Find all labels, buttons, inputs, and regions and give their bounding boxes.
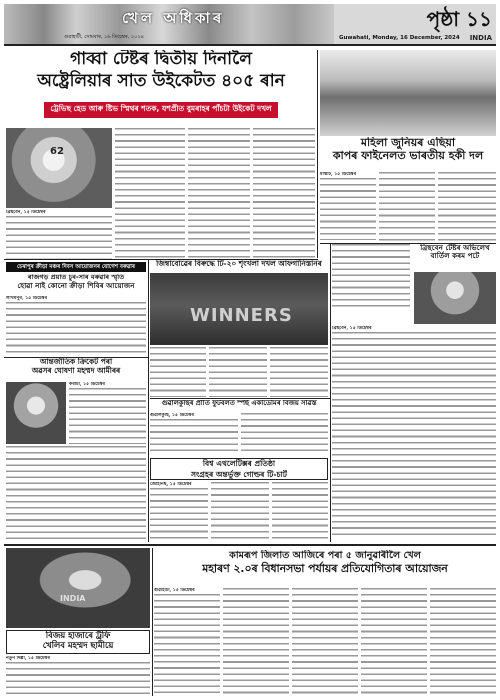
- athletics-col3: [272, 482, 328, 540]
- rajgarh-headline-line1: ৰাজগড় প্ৰয়াত চুৰ-সাৰ বৰুৱাৰ স্মৃতি: [27, 274, 125, 281]
- column-rule: [152, 548, 153, 696]
- retire-col-right: [69, 382, 146, 444]
- lead-photo-batsmen: [6, 128, 112, 208]
- retire-header: [6, 358, 146, 380]
- kamrup-col5: [430, 588, 496, 696]
- athletics-headline-line2: সংগ্ৰহৰ অন্তৰ্ভুক্ত গোল্ডৰ টি-চাৰ্ট: [191, 469, 287, 479]
- jersey-number: 62: [50, 146, 64, 157]
- kamrup-col3: [292, 588, 358, 696]
- amir-photo: [6, 382, 66, 444]
- athletics-col1: [150, 482, 208, 540]
- athletics-headline-line1: বিশ্ব এথলেটিক্সৰ প্ৰতিষ্ঠা: [202, 459, 276, 468]
- gabba-dateline: ব্ৰিছবেন, ১৫ ডিচেম্বৰ: [332, 326, 372, 331]
- kamrup-col4: [361, 588, 427, 696]
- shami-dateline: নতুন দিল্লী, ১৫ ডিচেম্বৰ: [6, 656, 50, 661]
- kamrup-headline-line2: মহাৰণ ২.০ৰ বিধানসভা পৰ্যায়ৰ প্ৰতিযোগিতাৰ আয়োজন: [202, 562, 448, 576]
- row-rule: [150, 398, 330, 399]
- lead-headline-line2: অষ্ট্ৰেলিয়াৰ সাত উইকেটত ৪০৫ ৰান: [37, 70, 285, 91]
- football-col2: [241, 413, 328, 455]
- page-number: পৃষ্ঠা ১১: [426, 7, 492, 31]
- rajgarh-col: [6, 296, 146, 356]
- hockey-headline-line1: মহিলা জুনিয়ৰ এছিয়া: [360, 137, 456, 149]
- retire-headline-line1: আন্তৰ্জাতিক ক্ৰিকেট পৰা: [39, 358, 113, 366]
- masthead: [4, 4, 496, 46]
- afghan-header: [150, 260, 328, 272]
- gabba-header: [414, 244, 496, 270]
- lead-dateline: ব্ৰিছবেন, ১৫ ডিচেম্বৰ: [6, 210, 46, 215]
- column-rule: [330, 244, 331, 542]
- masthead-date-english: Guwahati, Monday, 16 December, 2024: [339, 35, 460, 41]
- edition-label: INDIA: [469, 34, 492, 42]
- hockey-col2: [379, 172, 435, 242]
- rajgarh-header: [6, 274, 146, 296]
- lead-story-dateline-col: [6, 210, 112, 260]
- shami-col: [6, 656, 150, 696]
- football-headline: গুৱালকুছিৰ প্ৰীতি ফুটবলত স্পৰ্ছ একাডেমিৰ বিজয় সাৱস্ত: [161, 400, 317, 407]
- gabba-photo-player: [414, 272, 496, 324]
- lead-story-col2: [115, 128, 185, 260]
- row-rule: [320, 243, 496, 244]
- lead-story-header: [6, 50, 316, 126]
- masthead-date-assamese: গুৱাহাটী, সোমবাৰ, ১৬ ডিচেম্বৰ, ২০২৪: [64, 34, 144, 40]
- rajgarh-dateline: লখিমপুৰ, ১৫ ডিচেম্বৰ: [6, 296, 48, 301]
- gabba-headline-line1: ব্ৰিছবেন টেষ্টৰ অভিলেখ: [420, 244, 490, 252]
- football-dateline: গুৱালকুছি, ১৫ ডিচেম্বৰ: [150, 413, 194, 418]
- kamrup-header: [154, 550, 496, 584]
- athletics-header: [150, 458, 328, 480]
- kamrup-dateline: গুৱাহাটী, ১৫ ডিচেম্বৰ: [154, 588, 195, 593]
- shami-headline-line1: বিজয় হাজাৰে ট্ৰফি: [45, 630, 111, 640]
- kamrup-col2: [223, 588, 289, 696]
- afghan-col3: [270, 347, 328, 397]
- shami-photo: [6, 548, 150, 628]
- afghan-team-photo: [150, 273, 328, 345]
- hockey-headline-line2: কাপৰ ফাইনেলত ভাৰতীয় হকী দল: [332, 148, 484, 162]
- gabba-headline-line2: বাৰ্তিল কৰম পটে: [430, 251, 480, 261]
- masthead-title: খেল অধিকাৰ: [122, 9, 225, 27]
- column-rule: [317, 50, 318, 258]
- column-rule: [148, 260, 149, 542]
- section-divider: [4, 544, 496, 546]
- hockey-photo: [320, 50, 496, 136]
- jersey-india-text: INDIA: [60, 594, 86, 603]
- hockey-dateline: মাস্কাট, ১৫ ডিচেম্বৰ: [320, 172, 357, 177]
- football-col1: [150, 413, 238, 455]
- lead-story-col3: [188, 128, 250, 260]
- lead-headline-line1: গাব্বা টেষ্টৰ দ্বিতীয় দিনালৈ: [70, 50, 252, 69]
- shami-header: [6, 630, 150, 654]
- kamrup-headline-line1: কামৰূপ জিলাত আজিৰে পৰা ৫ জানুৱাৰীলৈ খেল: [229, 550, 421, 561]
- retire-dateline: কৰাচী, ১৫ ডিচেম্বৰ: [69, 382, 105, 387]
- lead-story-col4: [253, 128, 315, 260]
- row-rule: [4, 259, 318, 260]
- kamrup-col1: [154, 588, 220, 696]
- row-rule: [4, 357, 148, 358]
- athletics-dateline: জোহানছ, ১৫ ডিচেম্বৰ: [150, 482, 192, 487]
- hockey-col1: [320, 172, 376, 242]
- hockey-col3: [438, 172, 496, 242]
- athletics-col2: [211, 482, 269, 540]
- gabba-col-main: [332, 326, 496, 540]
- afghan-col1: [150, 347, 206, 397]
- newspaper-page: [4, 4, 496, 696]
- football-header: [150, 400, 328, 412]
- hockey-header: [320, 137, 496, 171]
- retire-col-bottom: [6, 446, 146, 542]
- sports-meet-strip: চেৰাপুৰ ক্ৰীড়া মঞ্চৰ দিবস আয়োজনৰ যোগেশ বৰুৱাৰ: [6, 262, 146, 272]
- afghan-col2: [209, 347, 267, 397]
- shami-headline-line2: খেলিব মহম্মদ ছামীয়ে: [42, 639, 114, 650]
- gabba-col-left: [332, 244, 410, 308]
- winners-banner-text: WINNERS: [190, 305, 293, 326]
- afghan-headline: জিম্বাবোৱেৰ বিৰুদ্ধে টি-২০ শৃংখলা দখল আফগানিস্তানৰ: [156, 260, 322, 268]
- lead-subheadline: ট্ৰেভিছ হেড আৰু ষ্টিভ স্মিথৰ শতক, যশপ্ৰীত বুমৰাহৰ পাঁচটা উইকেট দখল: [44, 102, 277, 118]
- retire-headline-line2: অৱসৰ ঘোষণা মহম্মদ আমীৰৰ: [31, 365, 121, 375]
- rajgarh-headline-line2: হোৱা নাই কোনো ক্ৰীড়া শিবিৰ আয়োজন: [17, 280, 135, 290]
